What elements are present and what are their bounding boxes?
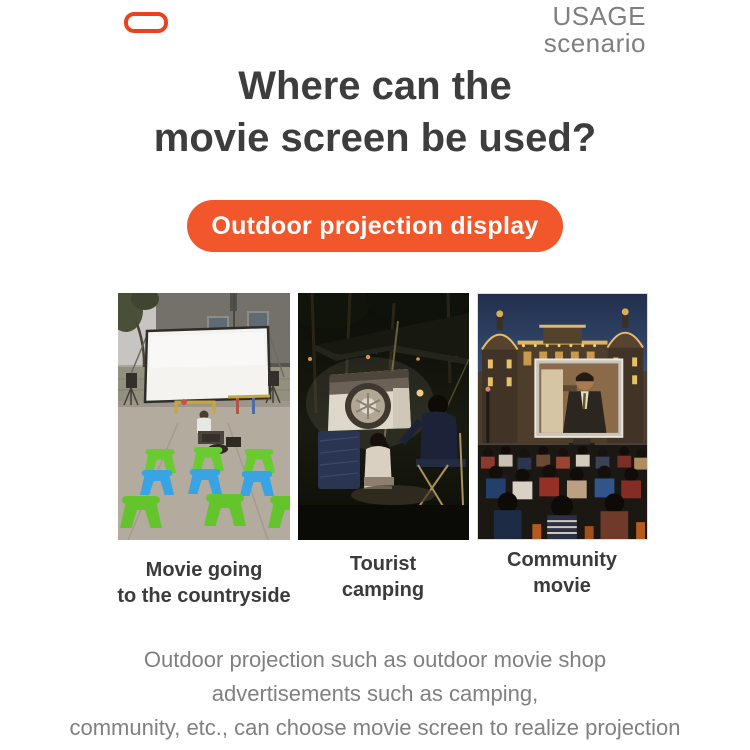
picnic-mat — [351, 485, 435, 505]
scenario-photo-countryside — [118, 293, 290, 540]
footer-description — [0, 643, 750, 745]
caption-line1: Community — [507, 549, 617, 571]
scenario-photo-community — [477, 293, 648, 540]
projection-screen — [535, 359, 622, 436]
title-line1: Where can the — [238, 64, 512, 108]
scenario-photo-camping — [298, 293, 469, 540]
page-title — [0, 60, 750, 164]
kicker-line2: scenario — [543, 28, 646, 58]
caption-line2: movie — [533, 575, 591, 597]
kicker-line1: USAGE — [552, 1, 646, 31]
countryside-photo-illustration — [118, 293, 290, 540]
caption-community — [457, 547, 667, 599]
caption-line1: Tourist — [349, 553, 417, 575]
foreground-ground — [298, 505, 469, 540]
movie-frame-left-figure — [541, 369, 563, 432]
caption-line2: to the countryside — [117, 585, 291, 607]
caption-line1: Movie going — [145, 559, 263, 581]
crowd-silhouettes — [478, 445, 647, 539]
projection-screen — [128, 327, 284, 402]
pill-outline-icon — [124, 12, 168, 33]
banner-label: Outdoor projection display — [211, 211, 539, 240]
footer-line2: advertisements such as camping, — [211, 681, 539, 706]
camping-photo-illustration — [298, 293, 469, 540]
title-line2: movie screen be used? — [153, 116, 597, 160]
community-photo-illustration — [478, 294, 647, 539]
caption-line2: camping — [341, 579, 425, 601]
footer-line1: Outdoor projection such as outdoor movie shop — [143, 647, 607, 672]
outdoor-projection-banner-button[interactable] — [187, 200, 563, 252]
projection-screen — [326, 367, 418, 433]
section-kicker — [544, 3, 646, 57]
footer-line3: community, etc., can choose movie screen to realize projection — [69, 715, 681, 740]
cooler-box — [318, 431, 360, 489]
